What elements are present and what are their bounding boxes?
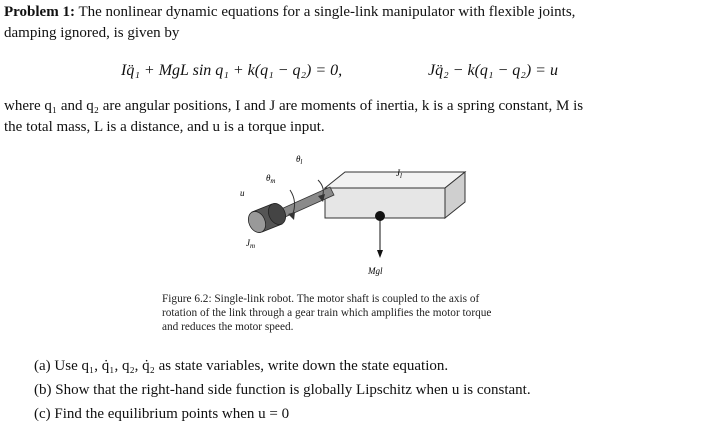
- u-label: u: [240, 188, 245, 198]
- link-box: [325, 172, 465, 218]
- problem-intro-line2: damping ignored, is given by: [4, 25, 180, 41]
- question-b-text: Show that the right-hand side function is globally Lipschitz when u is constant.: [55, 382, 531, 398]
- gravity-arrowhead: [377, 250, 383, 258]
- j-m-label: $J_m$: [246, 238, 256, 250]
- intro-text-1: The nonlinear dynamic equations for a single-link manipulator with flexible joints,: [78, 4, 576, 20]
- motor-cylinder: [245, 201, 289, 236]
- mgl-label: Mgl: [368, 266, 383, 276]
- question-c-label: (c): [34, 406, 51, 422]
- problem-heading: Problem 1:: [4, 4, 75, 20]
- single-link-robot-figure: [230, 150, 480, 285]
- question-b-label: (b): [34, 382, 52, 398]
- question-c: [34, 404, 289, 425]
- equation-1: Iq̈₁ + MgL sin q₁ + k(q₁ − q₂) = 0,: [121, 62, 343, 79]
- question-b: [34, 380, 531, 401]
- figure-caption-line2: rotation of the link through a gear train which amplifies the motor torque: [162, 307, 492, 319]
- question-a: [34, 356, 448, 377]
- figure-caption-line3: and reduces the motor speed.: [162, 321, 294, 333]
- j-l-label: $J_l$: [396, 168, 402, 180]
- theta-m-label: $\theta_m$: [266, 173, 276, 185]
- figure-caption-line1: Figure 6.2: Single-link robot. The motor shaft is coupled to the axis of: [162, 293, 480, 305]
- where-line1: where q₁ and q₂ are angular positions, I and J are moments of inertia, k is a spring constant, M is: [4, 98, 584, 114]
- where-line2: the total mass, L is a distance, and u is a torque input.: [4, 119, 325, 135]
- question-a-text: Use q₁, q̇₁, q₂, q̇₂ as state variables, write down the state equation.: [54, 358, 449, 374]
- equation-2: Jq̈₂ − k(q₁ − q₂) = u: [428, 62, 558, 79]
- question-a-label: (a): [34, 358, 51, 374]
- problem-intro-line1: [4, 2, 575, 23]
- theta-l-label: $\theta_l$: [296, 154, 303, 166]
- question-c-text: Find the equilibrium points when u = 0: [54, 406, 290, 422]
